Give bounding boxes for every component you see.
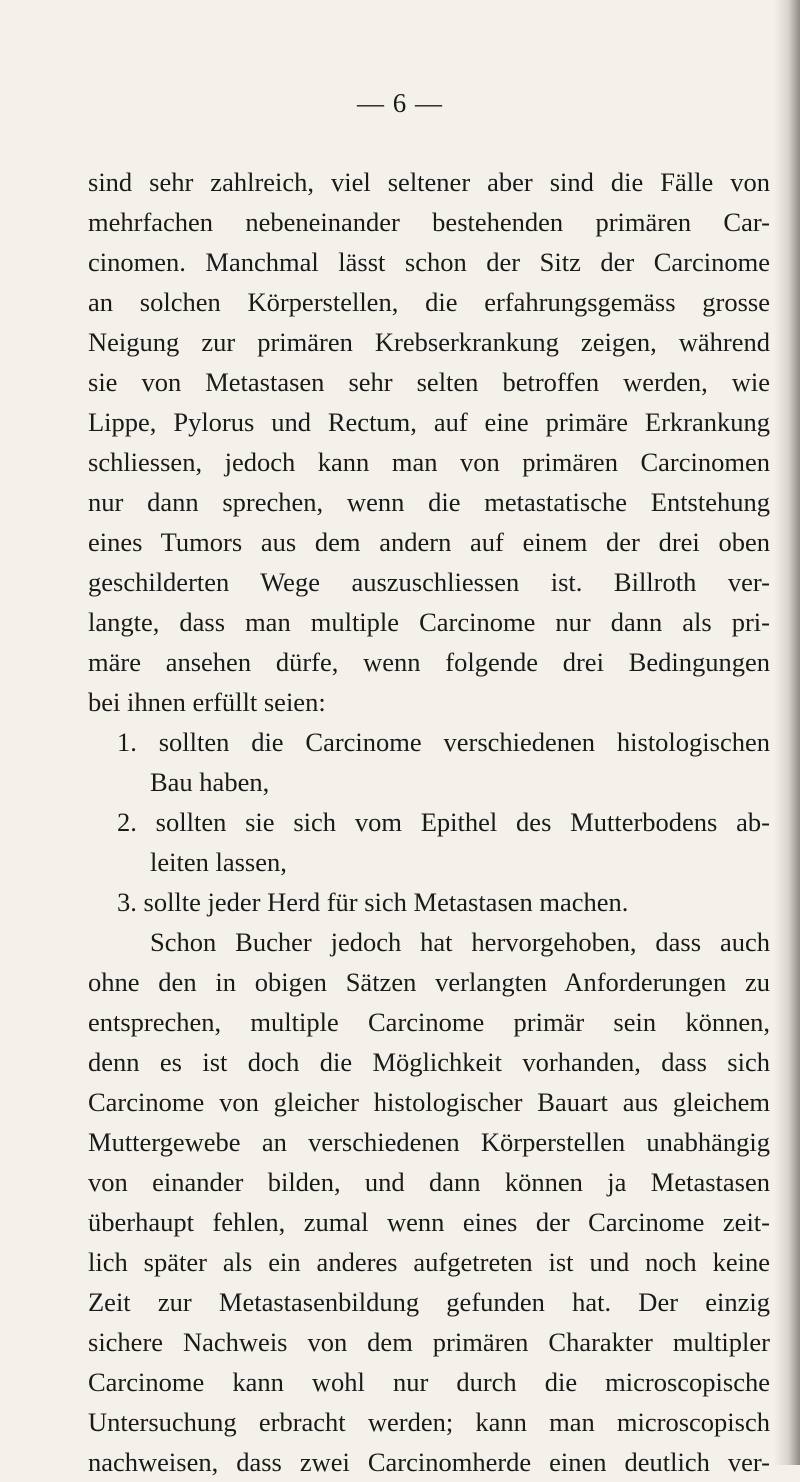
text-line: Carcinome von gleicher histologischer Bauart aus gleichem xyxy=(88,1087,770,1117)
body-text xyxy=(88,162,770,1482)
list-item-continuation: leiten lassen, xyxy=(150,847,287,877)
text-line: denn es ist doch die Möglichkeit vorhanden, dass sich xyxy=(88,1047,770,1077)
text-line: entsprechen, multiple Carcinome primär sein können, xyxy=(88,1007,770,1037)
text-line: Muttergewebe an verschiedenen Körperstellen unabhängig xyxy=(88,1127,770,1157)
text-line: nur dann sprechen, wenn die metastatische Entstehung xyxy=(88,487,770,517)
text-line: bei ihnen erfüllt seien: xyxy=(88,687,326,717)
page-number: — 6 — xyxy=(357,88,443,118)
list-item: 1. sollten die Carcinome verschiedenen histologischen xyxy=(117,727,770,757)
text-line: sichere Nachweis von dem primären Charakter multipler xyxy=(88,1327,770,1357)
text-line: märe ansehen dürfe, wenn folgende drei Bedingungen xyxy=(88,647,770,677)
text-line: sie von Metastasen sehr selten betroffen werden, wie xyxy=(88,367,770,397)
text-line: Zeit zur Metastasenbildung gefunden hat. Der einzig xyxy=(88,1287,770,1317)
text-line: Carcinome kann wohl nur durch die microscopische xyxy=(88,1367,770,1397)
text-line: Lippe, Pylorus und Rectum, auf eine primäre Erkrankung xyxy=(88,407,770,437)
text-line: Neigung zur primären Krebserkrankung zeigen, während xyxy=(88,327,770,357)
text-line: lich später als ein anderes aufgetreten ist und noch keine xyxy=(88,1247,770,1277)
text-line: ohne den in obigen Sätzen verlangten Anforderungen zu xyxy=(88,967,770,997)
text-line: Untersuchung erbracht werden; kann man microscopisch xyxy=(88,1407,770,1437)
text-line: langte, dass man multiple Carcinome nur dann als pri- xyxy=(88,607,770,637)
list-item: 3. sollte jeder Herd für sich Metastasen machen. xyxy=(117,887,629,917)
text-line: überhaupt fehlen, zumal wenn eines der Carcinome zeit- xyxy=(88,1207,770,1237)
list-item-continuation: Bau haben, xyxy=(150,767,270,797)
page-edge-shadow xyxy=(774,0,800,1465)
text-line: nachweisen, dass zwei Carcinomherde einen deutlich ver- xyxy=(88,1447,770,1477)
text-line: von einander bilden, und dann können ja Metastasen xyxy=(88,1167,770,1197)
text-line: schliessen, jedoch kann man von primären Carcinomen xyxy=(88,447,770,477)
text-line: geschilderten Wege auszuschliessen ist. Billroth ver- xyxy=(88,567,770,597)
paragraph-start-line: Schon Bucher jedoch hat hervorgehoben, dass auch xyxy=(150,927,770,957)
list-item: 2. sollten sie sich vom Epithel des Mutterbodens ab- xyxy=(117,807,770,837)
text-line: an solchen Körperstellen, die erfahrungsgemäss grosse xyxy=(88,287,770,317)
text-line: eines Tumors aus dem andern auf einem der drei oben xyxy=(88,527,770,557)
text-line: cinomen. Manchmal lässt schon der Sitz der Carcinome xyxy=(88,247,770,277)
text-line: sind sehr zahlreich, viel seltener aber sind die Fälle von xyxy=(88,167,770,197)
text-line: mehrfachen nebeneinander bestehenden primären Car- xyxy=(88,207,770,237)
